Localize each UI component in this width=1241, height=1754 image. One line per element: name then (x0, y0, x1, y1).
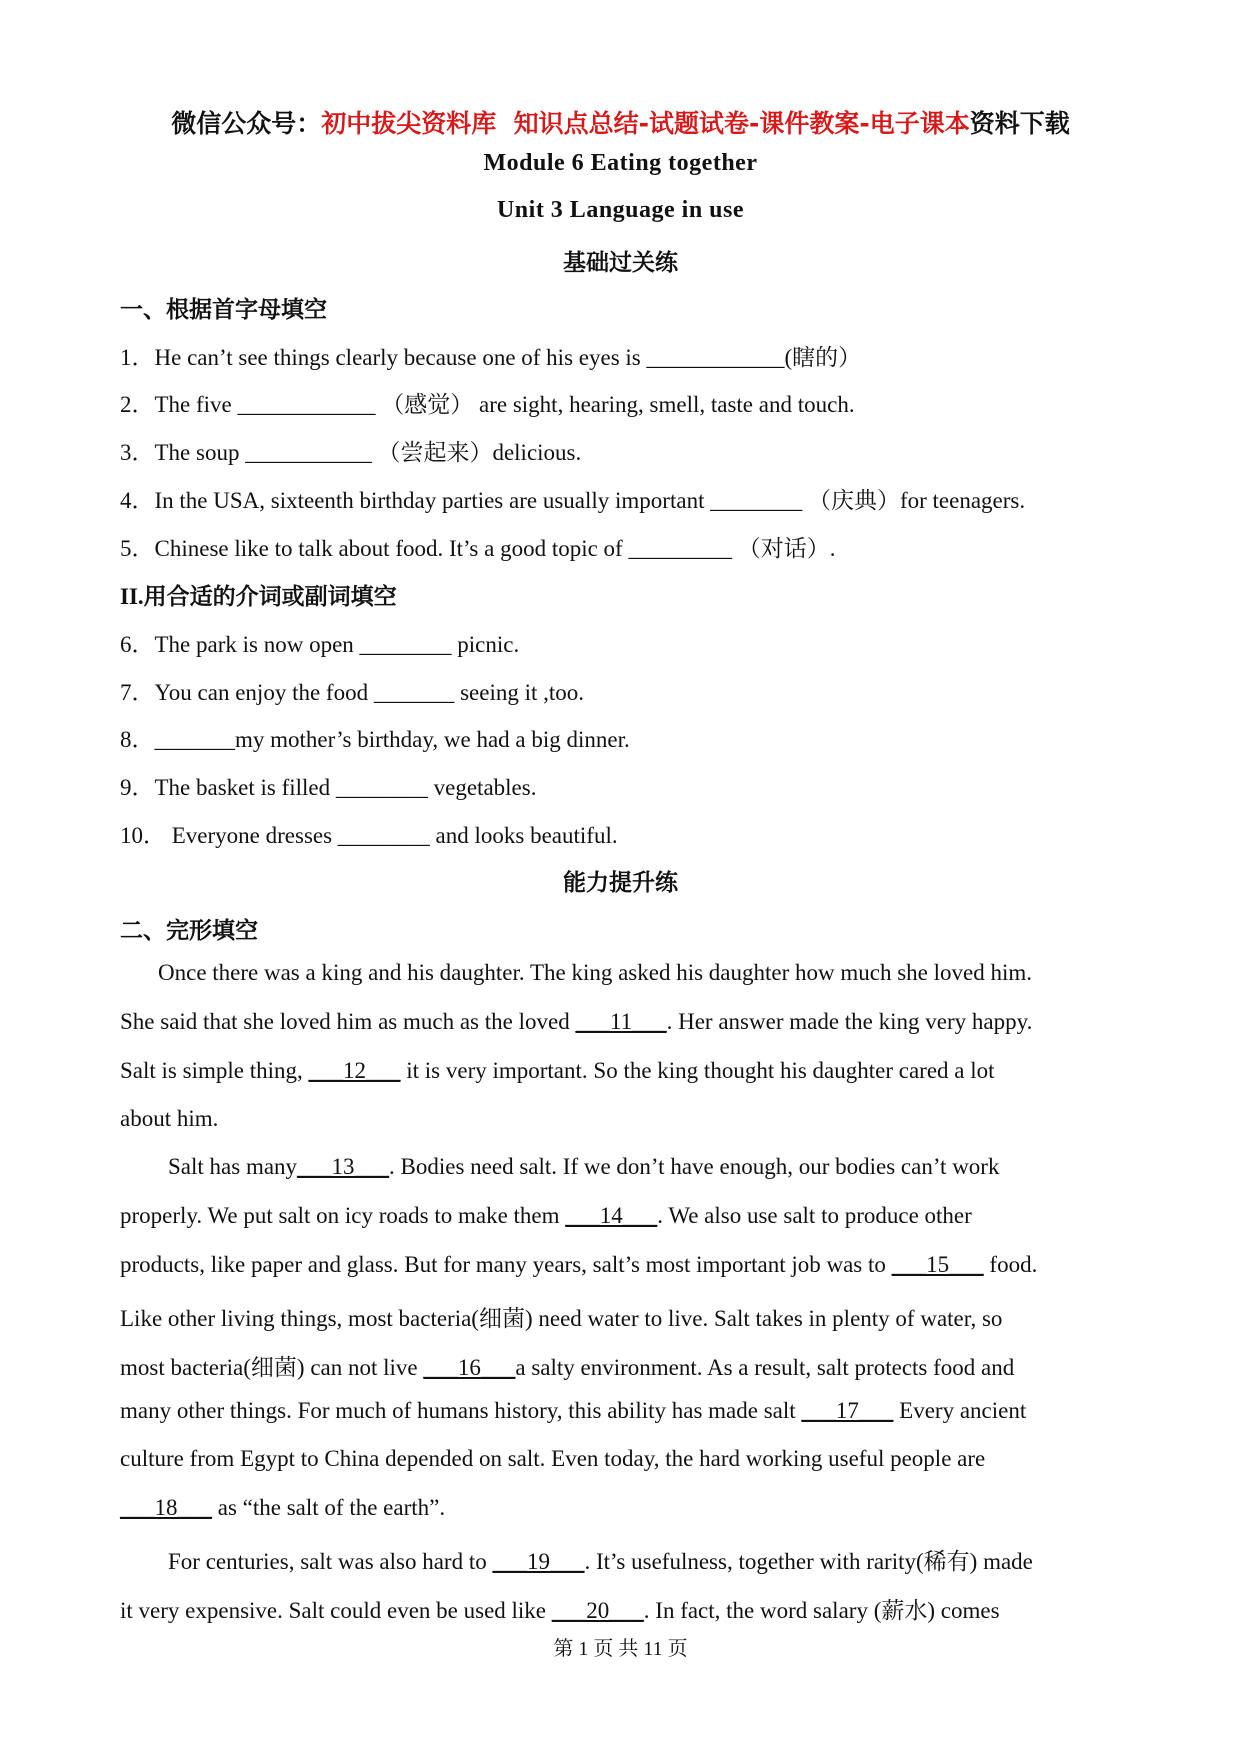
passage-text: many other things. For much of humans history, this ability has made salt (120, 1398, 802, 1423)
banner-suffix: 资料下载 (969, 109, 1070, 138)
section1-title: 一、根据首字母填空 (120, 297, 327, 323)
passage-line (120, 1349, 1014, 1382)
part1-heading: 基础过关练 (563, 250, 678, 276)
exercise-item: 7．You can enjoy the food _______ seeing it ,too. (120, 680, 585, 705)
banner-red-2: 知识点总结-试题试卷-课件教案-电子课本 (513, 109, 970, 138)
blank-14: ___14___ (565, 1203, 658, 1228)
passage-line (120, 1009, 1032, 1035)
blank-11: ___11___ (575, 1009, 667, 1034)
exercise-item: 4．In the USA, sixteenth birthday parties are usually important ________ （庆典）for teenagers. (120, 488, 1026, 513)
exercise-item: 3．The soup ___________ （尝起来）delicious. (120, 440, 582, 465)
page-footer: 第 1 页 共 11 页 (553, 1638, 688, 1660)
blank-16: ___16___ (423, 1355, 516, 1380)
exercise-item: 1．He can’t see things clearly because one of his eyes is ____________(瞎的） (120, 345, 862, 370)
blank-13: ___13___ (297, 1154, 390, 1179)
passage-text: . In fact, the word salary (薪水) comes (643, 1598, 1000, 1623)
section2-title: II.用合适的介词或副词填空 (120, 584, 397, 609)
passage-line (120, 1252, 1037, 1278)
passage-text: it is very important. So the king thought his daughter cared a lot (400, 1058, 995, 1083)
passage-text: For centuries, salt was also hard to (168, 1549, 493, 1574)
blank-20: ___20___ (551, 1598, 644, 1623)
passage-line (120, 1398, 1026, 1424)
section3-title: 二、完形填空 (120, 918, 258, 944)
exercise-item: 2．The five ____________ （感觉） are sight, hearing, smell, taste and touch. (120, 392, 855, 417)
blank-18: ___18___ (120, 1495, 212, 1520)
passage-line (120, 1495, 445, 1521)
passage-text: She said that she loved him as much as the loved (120, 1009, 576, 1034)
passage-line: Once there was a king and his daughter. The king asked his daughter how much she loved him. (158, 960, 1033, 985)
module-title: Module 6 Eating together (483, 150, 758, 176)
passage-text: food. (983, 1252, 1038, 1277)
blank-17: ___17___ (801, 1398, 894, 1423)
passage-text: Salt has many (168, 1154, 298, 1179)
passage-line (120, 1592, 1000, 1625)
passage-line: culture from Egypt to China depended on salt. Even today, the hard working useful people are (120, 1446, 986, 1471)
exercise-item: 10． Everyone dresses ________ and looks beautiful. (120, 823, 618, 848)
exercise-item: 9．The basket is filled ________ vegetables. (120, 775, 537, 800)
banner-red-1: 初中拔尖资料库 (321, 109, 497, 138)
passage-text: . Her answer made the king very happy. (666, 1009, 1033, 1034)
passage-text: . Bodies need salt. If we don’t have enough, our bodies can’t work (389, 1154, 1000, 1179)
exercise-item: 6．The park is now open ________ picnic. (120, 632, 520, 657)
wechat-banner (0, 104, 1241, 140)
passage-text: . It’s usefulness, together with rarity(稀有) made (584, 1549, 1033, 1574)
passage-text: properly. We put salt on icy roads to make them (120, 1203, 566, 1228)
unit-title: Unit 3 Language in use (496, 197, 745, 223)
exercise-item: 5．Chinese like to talk about food. It’s a good topic of _________ （对话）. (120, 536, 836, 561)
passage-text: as “the salt of the earth”. (212, 1495, 446, 1520)
banner-prefix: 微信公众号： (171, 109, 322, 138)
passage-text: products, like paper and glass. But for many years, salt’s most important job was to (120, 1252, 892, 1277)
passage-text: it very expensive. Salt could even be used like (120, 1598, 552, 1623)
passage-text: Salt is simple thing, (120, 1058, 309, 1083)
passage-line: Like other living things, most bacteria(细菌) need water to live. Salt takes in plenty of water, so (120, 1306, 1003, 1331)
exercise-item: 8．_______my mother’s birthday, we had a big dinner. (120, 727, 630, 752)
passage-line (120, 1203, 972, 1229)
blank-12: ___12___ (308, 1058, 401, 1083)
passage-text: . We also use salt to produce other (657, 1203, 972, 1228)
passage-line (168, 1543, 1033, 1576)
part2-heading: 能力提升练 (563, 870, 678, 896)
passage-text: Every ancient (893, 1398, 1027, 1423)
blank-15: ___15___ (891, 1252, 984, 1277)
blank-19: ___19___ (492, 1549, 585, 1574)
passage-line (120, 1058, 995, 1084)
passage-line (168, 1154, 999, 1180)
passage-text: a salty environment. As a result, salt protects food and (515, 1355, 1015, 1380)
passage-line: about him. (120, 1106, 219, 1131)
passage-text: most bacteria(细菌) can not live (120, 1355, 424, 1380)
